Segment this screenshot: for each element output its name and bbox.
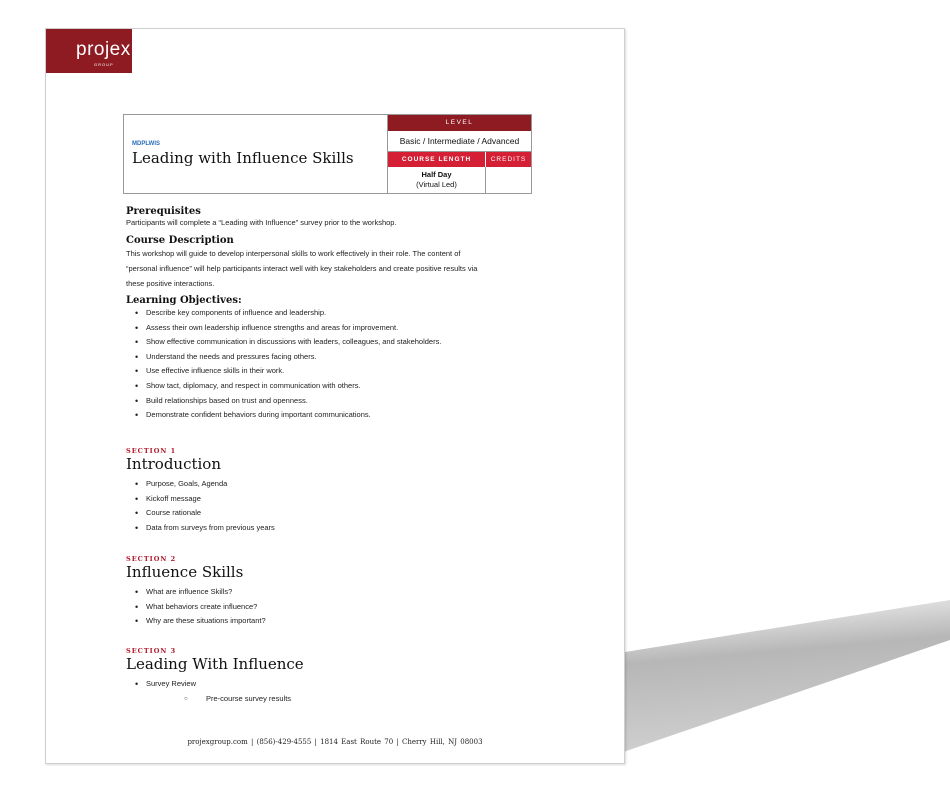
document-page	[45, 28, 625, 764]
section-list	[126, 677, 304, 706]
course-length-line-1: Half Day	[421, 170, 452, 179]
list-item: • Purpose, Goals, Agenda	[126, 477, 275, 492]
section-title: Introduction	[126, 455, 221, 473]
list-item: • What behaviors create influence?	[126, 600, 266, 615]
list-item: • Demonstrate confident behaviors during important communications.	[126, 408, 606, 423]
page-shadow	[600, 600, 950, 760]
description-line: “personal influence” will help participants interact well with key stakeholders and create positive results via	[126, 264, 478, 273]
list-item: • Kickoff message	[126, 492, 275, 507]
list-item: • Survey Review	[126, 677, 304, 692]
logo-word: projex	[76, 39, 131, 60]
list-item: • Assess their own leadership influence strengths and areas for improvement.	[126, 321, 606, 336]
objectives-heading: Learning Objectives:	[126, 295, 242, 306]
section-label: SECTION 2	[126, 555, 177, 563]
list-item: • Data from surveys from previous years	[126, 521, 275, 536]
list-item: • Describe key components of influence and leadership.	[126, 306, 606, 321]
description-line: these positive interactions.	[126, 279, 215, 288]
prerequisites-heading: Prerequisites	[126, 206, 201, 217]
description-line: This workshop will guide to develop interpersonal skills to work effectively in their role. The content of	[126, 249, 461, 258]
list-item: • Why are these situations important?	[126, 614, 266, 629]
section-title: Influence Skills	[126, 563, 244, 581]
course-content	[126, 206, 606, 423]
course-length-header: COURSE LENGTH	[388, 152, 485, 167]
section-label: SECTION 1	[126, 447, 177, 455]
level-header: LEVEL	[388, 115, 531, 131]
list-item: • Build relationships based on trust and openness.	[126, 394, 606, 409]
course-code: MDPLWIS	[132, 141, 160, 147]
credits-value	[485, 167, 532, 193]
list-item: • Show tact, diplomacy, and respect in communication with others.	[126, 379, 606, 394]
list-item: • Understand the needs and pressures facing others.	[126, 350, 606, 365]
prerequisites-text: Participants will complete a “Leading with Influence” survey prior to the workshop.	[126, 218, 397, 227]
section-1	[126, 447, 275, 535]
projex-logo	[46, 29, 132, 73]
section-2	[126, 555, 266, 629]
list-item: • Use effective influence skills in their work.	[126, 364, 606, 379]
level-value: Basic / Intermediate / Advanced	[388, 131, 531, 152]
description-heading: Course Description	[126, 235, 234, 246]
list-item: • Show effective communication in discussions with leaders, colleagues, and stakeholders.	[126, 335, 606, 350]
section-list	[126, 477, 275, 535]
list-item: • Course rationale	[126, 506, 275, 521]
objectives-list	[126, 306, 606, 423]
course-title: Leading with Influence Skills	[132, 149, 354, 167]
section-3	[126, 647, 304, 706]
section-list	[126, 585, 266, 629]
course-title-cell	[124, 115, 388, 193]
section-title: Leading With Influence	[126, 655, 304, 673]
footer-contact: projexgroup.com | (856)-429-4555 | 1814 East Route 70 | Cherry Hill, NJ 08003	[187, 738, 483, 746]
course-info-box	[123, 114, 532, 194]
list-item: • What are influence Skills?	[126, 585, 266, 600]
section-label: SECTION 3	[126, 647, 177, 655]
course-length-line-2: (Virtual Led)	[416, 180, 457, 189]
sub-list-item: ○ Pre-course survey results	[126, 692, 304, 707]
logo-group: GROUP	[94, 62, 114, 67]
credits-header: CREDITS	[486, 152, 531, 167]
course-length-value	[388, 168, 485, 195]
